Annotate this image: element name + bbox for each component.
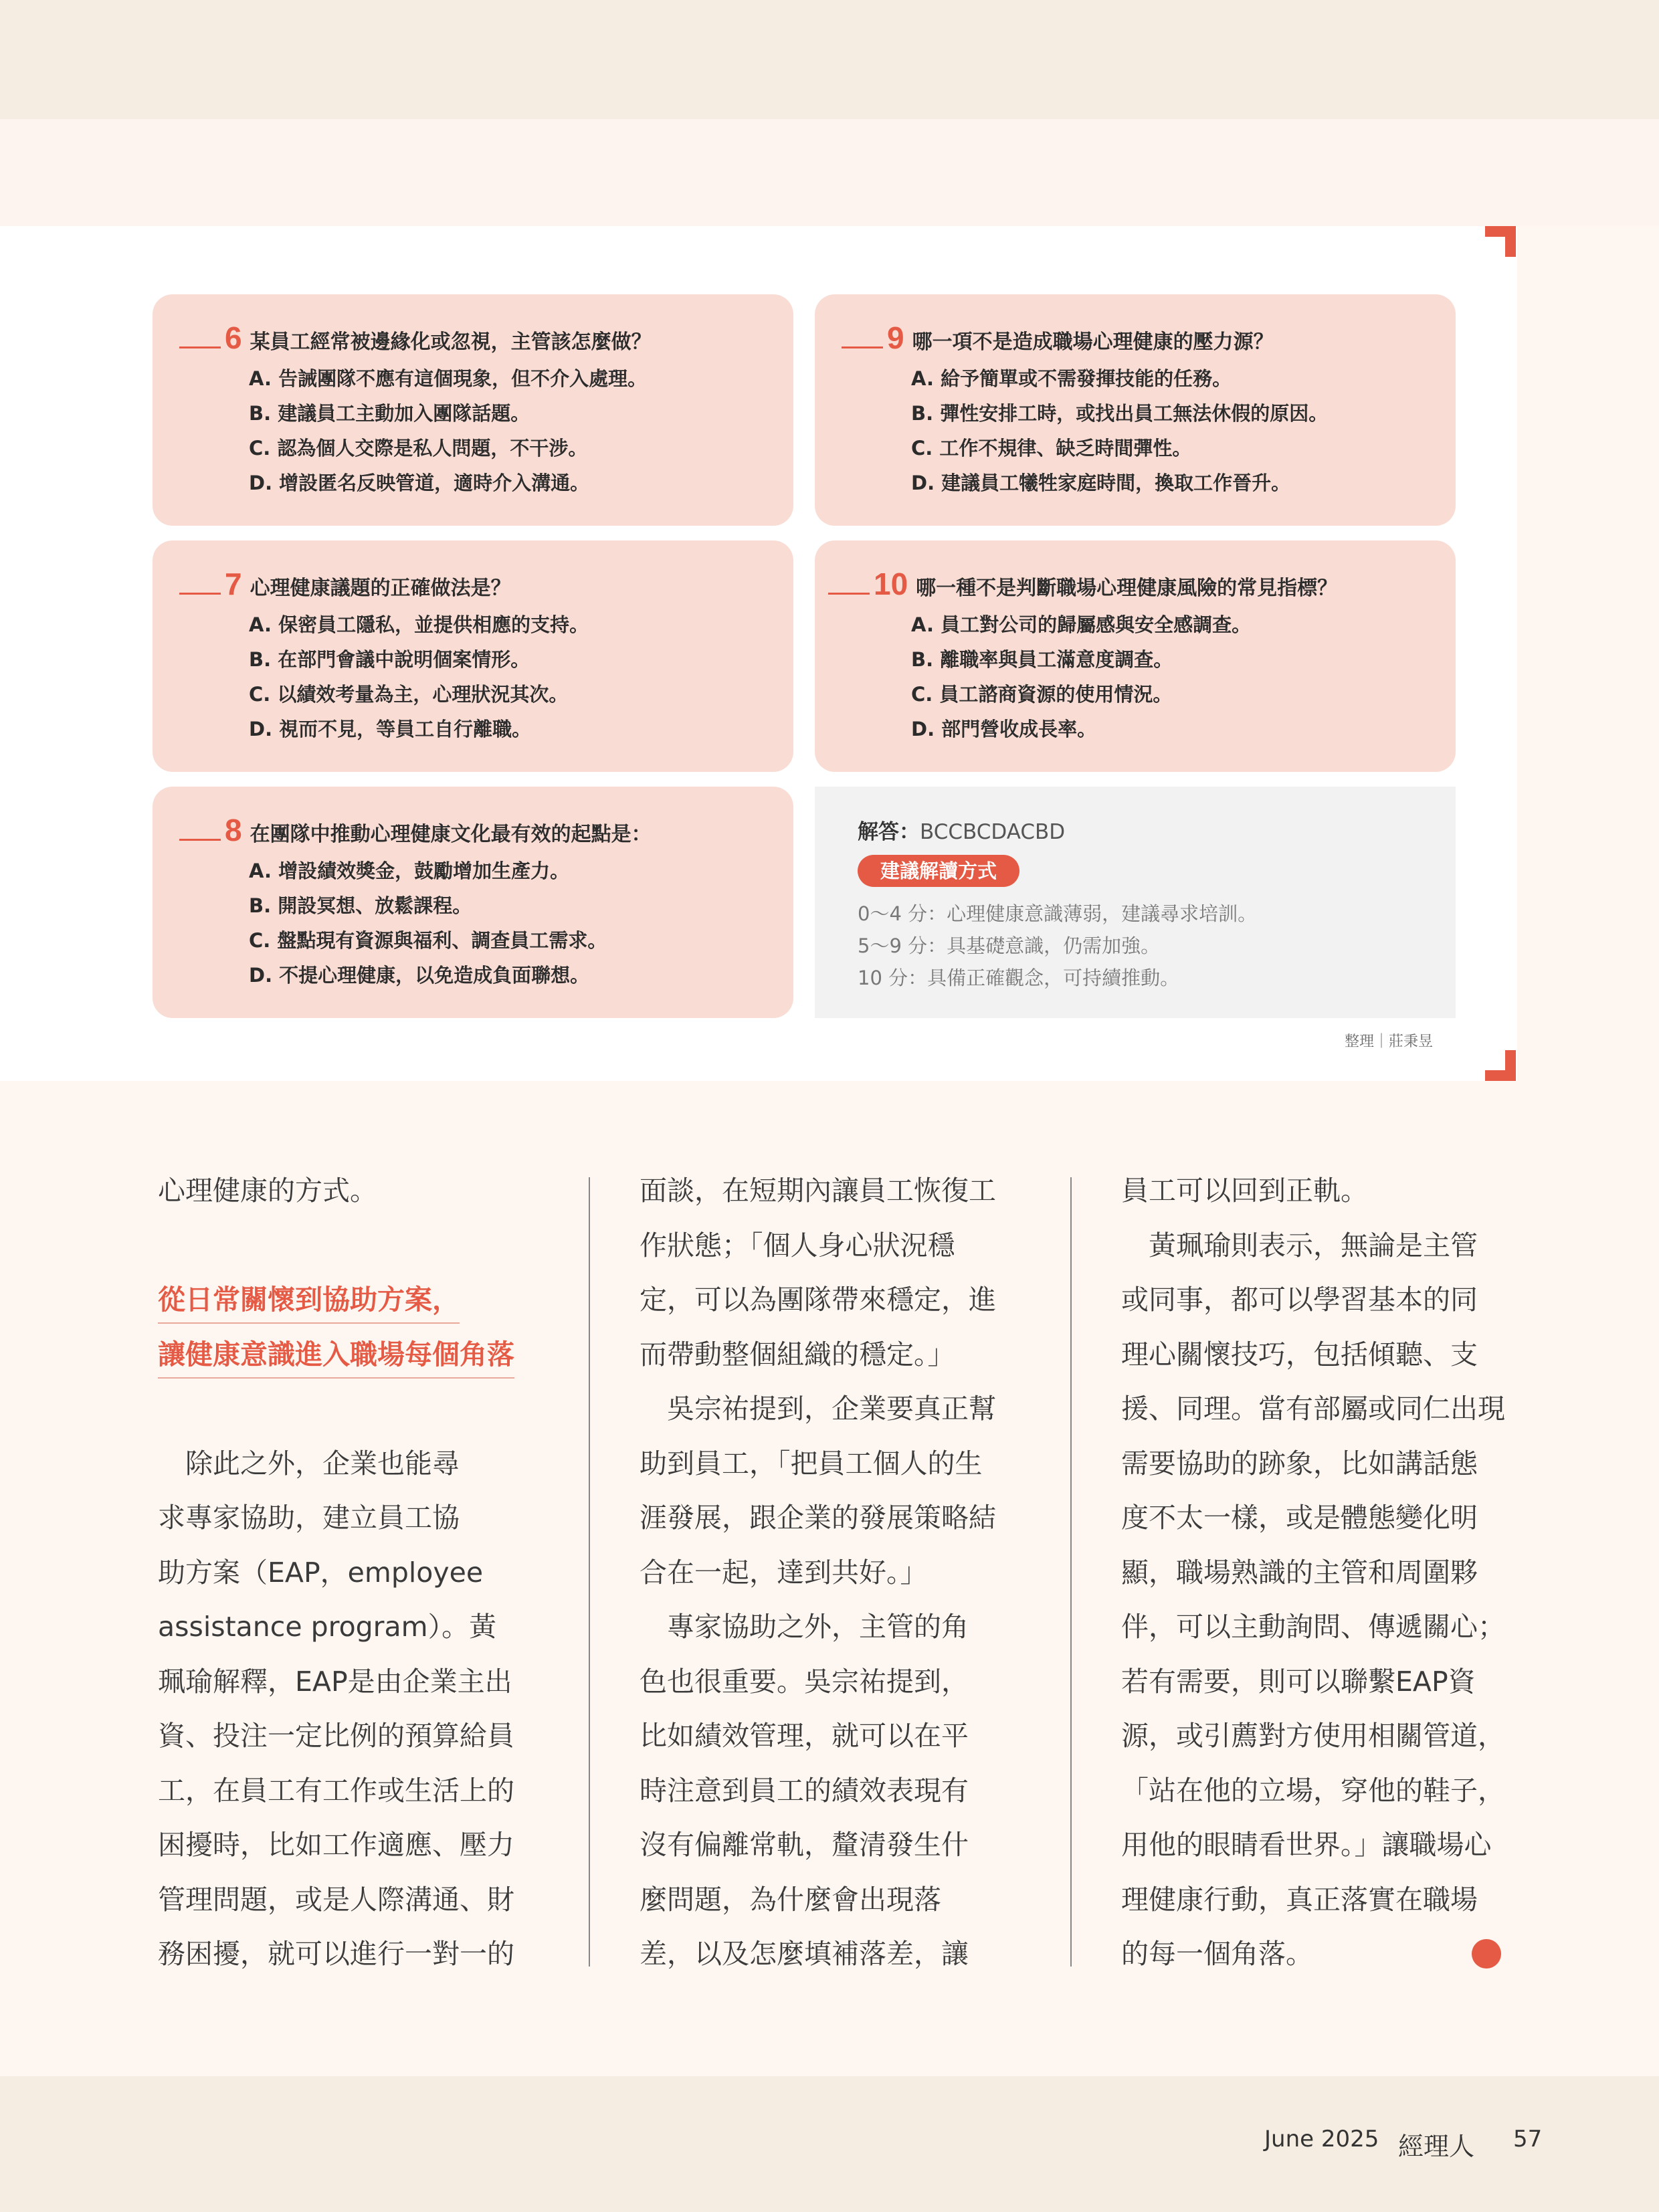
question-card-7 bbox=[153, 540, 793, 772]
answer-line bbox=[858, 815, 1065, 845]
option-b: B. 彈性安排工時，或找出員工無法休假的原因。 bbox=[911, 402, 1329, 425]
section-subheading bbox=[158, 1328, 541, 1383]
question-header bbox=[828, 566, 1337, 602]
option-c: C. 認為個人交際是私人問題，不干涉。 bbox=[249, 437, 588, 460]
paragraph-line: 需要協助的跡象，比如講話態 bbox=[1121, 1447, 1478, 1480]
option-a: A. 員工對公司的歸屬感與安全感調查。 bbox=[911, 613, 1252, 636]
article-column-1 bbox=[158, 1164, 541, 1982]
option-b: B. 建議員工主動加入團隊話題。 bbox=[249, 402, 530, 425]
issue-date: June 2025 bbox=[1264, 2126, 1379, 2152]
paragraph-line: assistance program）。黃 bbox=[158, 1611, 497, 1643]
paragraph-line: 助方案（EAP，employee bbox=[158, 1556, 484, 1589]
option-a: A. 增設績效獎金，鼓勵增加生產力。 bbox=[249, 860, 570, 882]
paragraph-line: 員工可以回到正軌。 bbox=[1121, 1175, 1368, 1207]
paragraph-line: 資、投注一定比例的預算給員 bbox=[158, 1720, 514, 1752]
column-divider bbox=[1070, 1177, 1072, 1967]
paragraph-line: 專家協助之外，主管的角 bbox=[640, 1611, 969, 1643]
paragraph-line: 心理健康的方式。 bbox=[158, 1175, 377, 1207]
paragraph-line: 求專家協助，建立員工協 bbox=[158, 1502, 460, 1534]
paragraph-line: 工，在員工有工作或生活上的 bbox=[158, 1774, 514, 1807]
paragraph-line: 源，或引薦對方使用相關管道， bbox=[1121, 1720, 1505, 1752]
answer-label: 解答： bbox=[858, 820, 920, 844]
question-number: 6 bbox=[225, 320, 242, 355]
paragraph-line: 差，以及怎麼填補落差，讓 bbox=[640, 1938, 969, 1970]
header-band bbox=[0, 119, 1659, 226]
question-text: 某員工經常被邊緣化或忽視，主管該怎麼做？ bbox=[250, 330, 652, 354]
question-card-8 bbox=[153, 787, 793, 1018]
paragraph-line: 除此之外，企業也能尋 bbox=[158, 1447, 460, 1480]
section-subheading bbox=[158, 1273, 541, 1328]
paragraph-line: 若有需要，則可以聯繫EAP資 bbox=[1121, 1665, 1476, 1698]
paragraph-line: 困擾時，比如工作適應、壓力 bbox=[158, 1829, 514, 1861]
question-header bbox=[179, 812, 652, 848]
editor-credit: 整理｜莊秉昱 bbox=[1345, 1033, 1434, 1050]
answer-value: BCCBCDACBD bbox=[920, 820, 1066, 844]
question-number: 7 bbox=[225, 567, 242, 601]
score-range: 0～4 分：心理健康意識薄弱，建議尋求培訓。 bbox=[858, 902, 1258, 925]
paragraph-line: 而帶動整個組織的穩定。」 bbox=[640, 1338, 955, 1371]
paragraph-line: 理心關懷技巧，包括傾聽、支 bbox=[1121, 1338, 1478, 1371]
paragraph-line: 沒有偏離常軌，釐清發生什 bbox=[640, 1829, 969, 1861]
question-options bbox=[911, 607, 1251, 746]
paragraph-line: 面談，在短期內讓員工恢復工 bbox=[640, 1175, 996, 1207]
paragraph-line: 管理問題，或是人際溝通、財 bbox=[158, 1883, 514, 1916]
question-header bbox=[179, 320, 652, 356]
article-column-3 bbox=[1121, 1164, 1504, 1982]
paragraph-line: 用他的眼睛看世界。」讓職場心 bbox=[1121, 1829, 1492, 1861]
answer-blank bbox=[179, 839, 221, 841]
option-c: C. 盤點現有資源與福利、調查員工需求。 bbox=[249, 929, 607, 952]
column-divider bbox=[589, 1177, 590, 1967]
option-a: A. 告誡團隊不應有這個現象，但不介入處理。 bbox=[249, 367, 648, 390]
question-options bbox=[249, 853, 607, 993]
question-number: 10 bbox=[874, 567, 908, 601]
paragraph-line: 涯發展，跟企業的發展策略結 bbox=[640, 1502, 996, 1534]
option-a: A. 保密員工隱私，並提供相應的支持。 bbox=[249, 613, 589, 636]
paragraph-line: 比如績效管理，就可以在平 bbox=[640, 1720, 969, 1752]
article-column-2 bbox=[640, 1164, 1022, 1982]
question-header bbox=[179, 566, 511, 602]
score-range: 5～9 分：具基礎意識，仍需加強。 bbox=[858, 934, 1161, 957]
answer-blank bbox=[842, 346, 883, 348]
question-options bbox=[249, 607, 589, 746]
question-number: 9 bbox=[887, 320, 904, 355]
answer-blank bbox=[828, 593, 870, 595]
answer-blank bbox=[179, 346, 221, 348]
question-text: 哪一項不是造成職場心理健康的壓力源？ bbox=[912, 330, 1274, 354]
subheading-line: 讓健康意識進入職場每個角落 bbox=[158, 1332, 514, 1379]
paragraph-line: 黃珮瑜則表示，無論是主管 bbox=[1121, 1229, 1478, 1262]
paragraph-line: 的每一個角落。 bbox=[1121, 1938, 1313, 1970]
top-band bbox=[0, 0, 1659, 119]
answer-box bbox=[815, 787, 1456, 1018]
spacer bbox=[158, 1219, 541, 1274]
option-d: D. 增設匿名反映管道，適時介入溝通。 bbox=[249, 472, 590, 494]
paragraph-line: 珮瑜解釋，EAP是由企業主出 bbox=[158, 1665, 512, 1698]
spacer bbox=[158, 1382, 541, 1437]
score-guide bbox=[858, 898, 1257, 994]
option-d: D. 視而不見，等員工自行離職。 bbox=[249, 718, 532, 740]
paragraph-line: 麼問題，為什麼會出現落 bbox=[640, 1883, 941, 1916]
interpret-badge: 建議解讀方式 bbox=[858, 855, 1019, 887]
option-c: C. 以績效考量為主，心理狀況其次。 bbox=[249, 683, 569, 706]
paragraph-line: 助到員工，「把員工個人的生 bbox=[640, 1447, 983, 1480]
paragraph-line: 作狀態；「個人身心狀況穩 bbox=[640, 1229, 955, 1262]
option-d: D. 建議員工犧牲家庭時間，換取工作晉升。 bbox=[911, 472, 1291, 494]
paragraph-line: 「站在他的立場，穿他的鞋子， bbox=[1121, 1774, 1505, 1807]
question-options bbox=[249, 361, 647, 500]
question-text: 在團隊中推動心理健康文化最有效的起點是： bbox=[250, 823, 652, 846]
paragraph-line: 色也很重要。吳宗祐提到， bbox=[640, 1665, 969, 1698]
score-range: 10 分：具備正確觀念，可持續推動。 bbox=[858, 967, 1180, 989]
paragraph-line: 援、同理。當有部屬或同仁出現 bbox=[1121, 1393, 1505, 1425]
question-options bbox=[911, 361, 1328, 500]
subheading-line: 從日常關懷到協助方案， bbox=[158, 1277, 460, 1324]
question-number: 8 bbox=[225, 813, 242, 847]
option-c: C. 員工諮商資源的使用情況。 bbox=[911, 683, 1173, 706]
paragraph-line: 度不太一樣，或是體態變化明 bbox=[1121, 1502, 1478, 1534]
paragraph-line: 吳宗祐提到，企業要真正幫 bbox=[640, 1393, 996, 1425]
option-a: A. 給予簡單或不需發揮技能的任務。 bbox=[911, 367, 1232, 390]
corner-mark-top bbox=[1485, 226, 1516, 257]
question-header bbox=[842, 320, 1274, 356]
paragraph-line: 定，可以為團隊帶來穩定，進 bbox=[640, 1284, 996, 1316]
question-card-6 bbox=[153, 294, 793, 526]
question-card-9 bbox=[815, 294, 1456, 526]
magazine-name: 經理人 bbox=[1398, 2132, 1475, 2161]
paragraph-line: 理健康行動，真正落實在職場 bbox=[1121, 1883, 1478, 1916]
page-number: 57 bbox=[1513, 2126, 1543, 2152]
option-c: C. 工作不規律、缺乏時間彈性。 bbox=[911, 437, 1192, 460]
option-b: B. 離職率與員工滿意度調查。 bbox=[911, 648, 1173, 671]
paragraph-line: 伴，可以主動詢問、傳遞關心； bbox=[1121, 1611, 1505, 1643]
paragraph-line: 或同事，都可以學習基本的同 bbox=[1121, 1284, 1478, 1316]
question-text: 心理健康議題的正確做法是？ bbox=[250, 577, 511, 600]
option-d: D. 部門營收成長率。 bbox=[911, 718, 1097, 740]
option-b: B. 在部門會議中說明個案情形。 bbox=[249, 648, 530, 671]
question-card-10 bbox=[815, 540, 1456, 772]
paragraph-line: 時注意到員工的績效表現有 bbox=[640, 1774, 969, 1807]
end-mark-icon bbox=[1472, 1939, 1501, 1969]
question-text: 哪一種不是判斷職場心理健康風險的常見指標？ bbox=[916, 577, 1338, 600]
paragraph-line: 合在一起，達到共好。」 bbox=[640, 1556, 928, 1589]
option-b: B. 開設冥想、放鬆課程。 bbox=[249, 894, 472, 917]
corner-mark-bottom bbox=[1485, 1050, 1516, 1081]
option-d: D. 不提心理健康，以免造成負面聯想。 bbox=[249, 964, 590, 987]
paragraph-line: 務困擾，就可以進行一對一的 bbox=[158, 1938, 514, 1970]
paragraph-line: 顯，職場熟識的主管和周圍夥 bbox=[1121, 1556, 1478, 1589]
answer-blank bbox=[179, 593, 221, 595]
